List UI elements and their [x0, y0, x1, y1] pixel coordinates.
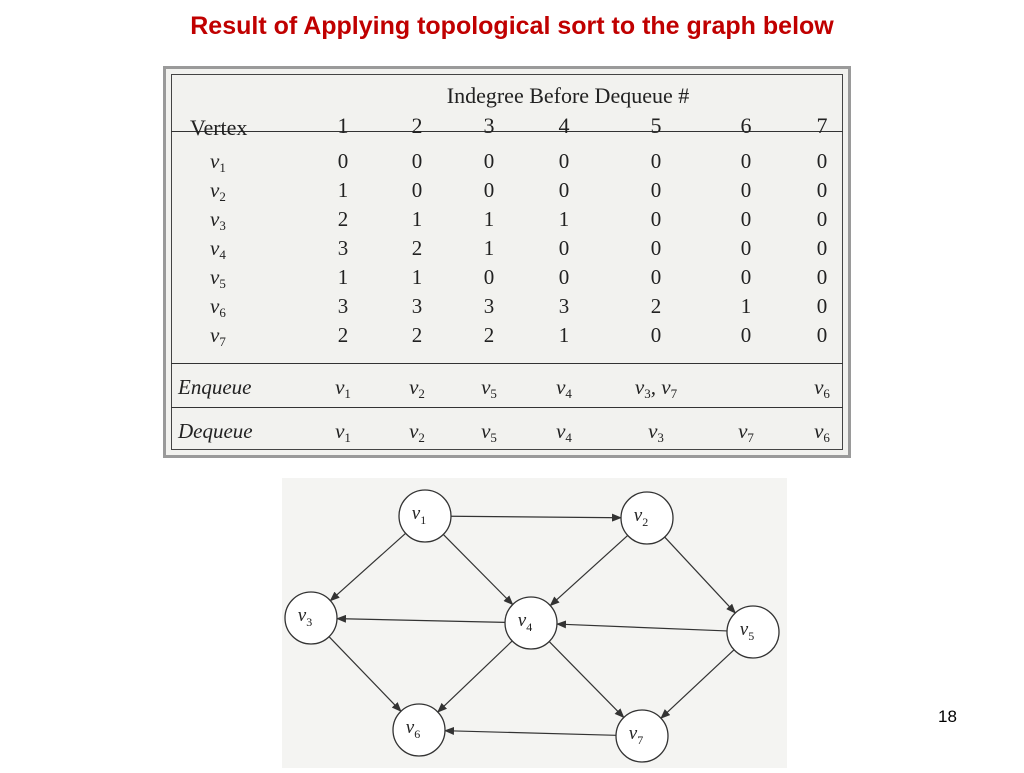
node-label: $v_1$: [411, 503, 427, 527]
node-v3: [285, 592, 337, 644]
column-header: 3: [483, 113, 495, 138]
vertex-label: $v_7$: [210, 323, 226, 349]
vertex-label: $v_2$: [210, 178, 226, 204]
enqueue-cell: $v_3$, $v_7$: [634, 375, 678, 401]
column-header: 2: [411, 113, 423, 138]
indegree-cell: 2: [411, 323, 423, 347]
indegree-table: [163, 66, 851, 458]
indegree-cell: 2: [650, 294, 662, 318]
indegree-cell: 0: [816, 294, 828, 318]
enqueue-cell: $v_5$: [481, 375, 497, 401]
vertex-label: $v_6$: [210, 294, 226, 320]
edge-v7-v6: [445, 731, 616, 736]
indegree-cell: 1: [558, 207, 570, 231]
dequeue-cell: $v_1$: [335, 419, 351, 445]
node-label: $v_2$: [633, 505, 649, 529]
indegree-cell: 0: [740, 178, 752, 202]
slide-title: Result of Applying topological sort to the graph below: [190, 12, 834, 40]
dequeue-cell: $v_3$: [648, 419, 664, 445]
edge-v4-v3: [337, 619, 505, 623]
indegree-cell: 0: [816, 207, 828, 231]
dequeue-cell: $v_2$: [409, 419, 425, 445]
indegree-cell: 0: [558, 178, 570, 202]
indegree-cell: 2: [337, 207, 349, 231]
indegree-cell: 0: [483, 265, 495, 289]
indegree-cell: 3: [483, 294, 495, 318]
indegree-cell: 1: [411, 207, 423, 231]
column-header: 1: [337, 113, 349, 138]
indegree-cell: 2: [337, 323, 349, 347]
indegree-cell: 3: [411, 294, 423, 318]
edge-v1-v3: [330, 533, 405, 600]
edge-v4-v7: [549, 642, 624, 718]
indegree-cell: 0: [816, 236, 828, 260]
super-header: Indegree Before Dequeue #: [446, 83, 690, 108]
enqueue-cell: $v_6$: [814, 375, 830, 401]
vertex-header: Vertex: [190, 115, 248, 140]
indegree-cell: 0: [650, 149, 662, 173]
vertex-label: $v_4$: [210, 236, 226, 262]
indegree-cell: 0: [816, 178, 828, 202]
enqueue-cell: $v_2$: [409, 375, 425, 401]
vertex-label: $v_1$: [210, 149, 226, 175]
indegree-cell: 1: [483, 236, 495, 260]
indegree-cell: 2: [411, 236, 423, 260]
indegree-cell: 0: [816, 265, 828, 289]
dequeue-cell: $v_4$: [556, 419, 572, 445]
indegree-cell: 3: [337, 236, 349, 260]
node-label: $v_7$: [628, 723, 644, 747]
enqueue-label: Enqueue: [178, 375, 252, 399]
graph-figure: [282, 478, 787, 768]
dequeue-cell: $v_5$: [481, 419, 497, 445]
edge-v1-v4: [443, 534, 512, 604]
indegree-cell: 3: [558, 294, 570, 318]
edge-v2-v4: [550, 535, 627, 605]
indegree-cell: 0: [740, 149, 752, 173]
edge-v1-v2: [451, 516, 621, 518]
indegree-cell: 1: [740, 294, 752, 318]
edge-v5-v4: [557, 624, 727, 631]
node-label: $v_6$: [405, 717, 421, 741]
node-v6: [393, 704, 445, 756]
edge-v3-v6: [329, 637, 401, 712]
graph-diagram: [282, 478, 787, 768]
indegree-cell: 1: [411, 265, 423, 289]
dequeue-label: Dequeue: [178, 419, 253, 443]
page-number: 18: [938, 707, 957, 726]
indegree-cell: 0: [411, 149, 423, 173]
indegree-cell: 0: [740, 323, 752, 347]
indegree-cell: 0: [650, 178, 662, 202]
indegree-cell: 0: [650, 323, 662, 347]
node-v4: [505, 597, 557, 649]
node-v5: [727, 606, 779, 658]
indegree-cell: 3: [337, 294, 349, 318]
node-label: $v_5$: [739, 619, 755, 643]
enqueue-cell: $v_1$: [335, 375, 351, 401]
enqueue-rule: [171, 363, 843, 364]
indegree-cell: 1: [337, 178, 349, 202]
vertex-label: $v_3$: [210, 207, 226, 233]
node-v1: [399, 490, 451, 542]
dequeue-rule: [171, 407, 843, 408]
indegree-cell: 0: [558, 236, 570, 260]
column-header: 6: [740, 113, 752, 138]
indegree-cell: 0: [650, 265, 662, 289]
indegree-cell: 0: [337, 149, 349, 173]
indegree-cell: 0: [740, 265, 752, 289]
indegree-cell: 1: [337, 265, 349, 289]
indegree-cell: 0: [558, 265, 570, 289]
node-v2: [621, 492, 673, 544]
indegree-cell: 2: [483, 323, 495, 347]
indegree-cell: 0: [483, 178, 495, 202]
indegree-cell: 0: [816, 149, 828, 173]
enqueue-cell: $v_4$: [556, 375, 572, 401]
node-label: $v_3$: [297, 605, 313, 629]
indegree-cell: 1: [558, 323, 570, 347]
indegree-cell: 1: [483, 207, 495, 231]
indegree-cell: 0: [483, 149, 495, 173]
column-header: 5: [650, 113, 662, 138]
column-header: 4: [558, 113, 570, 138]
node-label: $v_4$: [517, 610, 533, 634]
dequeue-cell: $v_7$: [738, 419, 754, 445]
edge-v5-v7: [661, 650, 734, 718]
indegree-cell: 0: [558, 149, 570, 173]
column-header: 7: [816, 113, 828, 138]
indegree-cell: 0: [740, 207, 752, 231]
vertex-label: $v_5$: [210, 265, 226, 291]
edge-v2-v5: [665, 537, 736, 613]
node-v7: [616, 710, 668, 762]
indegree-cell: 0: [650, 236, 662, 260]
indegree-cell: 0: [816, 323, 828, 347]
indegree-cell: 0: [740, 236, 752, 260]
indegree-cell: 0: [650, 207, 662, 231]
indegree-cell: 0: [411, 178, 423, 202]
edge-v4-v6: [438, 641, 512, 712]
dequeue-cell: $v_6$: [814, 419, 830, 445]
